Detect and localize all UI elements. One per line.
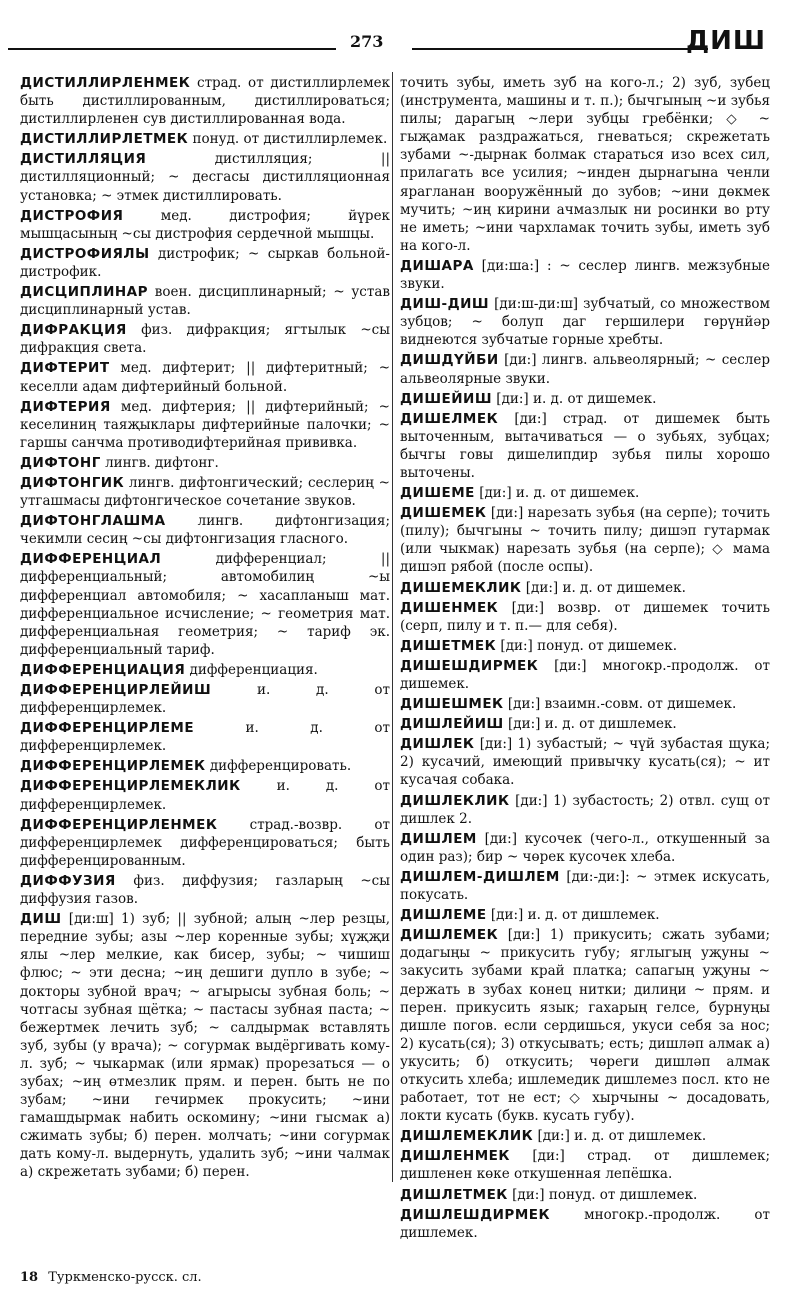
entry-headword: ДИШЛЕНМЕК [400, 1148, 510, 1165]
dictionary-entry [400, 830, 770, 866]
dictionary-entry [400, 484, 770, 502]
dictionary-entry [400, 1206, 770, 1242]
dictionary-entry [400, 695, 770, 713]
entry-definition: страд. от дистиллирлемек быть дистиллированным, дистиллироваться; дистиллирленен сув дистиллированная вода. [20, 75, 390, 128]
entry-headword: ДИШ-ДИШ [400, 296, 490, 313]
entry-headword: ДИШЕШДИРМЕК [400, 657, 539, 674]
signature-number: 18 [20, 1270, 39, 1285]
entry-definition: дифференциация. [189, 661, 318, 678]
dictionary-entry [20, 130, 390, 148]
entry-headword: ДИФТОНГЛАШМА [20, 513, 166, 530]
left-column [20, 74, 390, 1264]
right-column [400, 74, 770, 1264]
dictionary-entry [20, 512, 390, 548]
entry-headword: ДИШЕЛМЕК [400, 410, 499, 427]
dictionary-entry [400, 351, 770, 387]
entry-headword: ДИШЕШМЕК [400, 696, 504, 713]
entry-definition: и. д. от дифференцирлемек. [20, 682, 390, 717]
dictionary-entry [400, 926, 770, 1125]
entry-headword: ДИШЕМЕКЛИК [400, 579, 522, 596]
entry-definition: [ди:] кусочек (чего-л., откушенный за один раз); бир ~ чөрек кусочек хлеба. [400, 830, 770, 865]
entry-headword: ДИШЛЕМЕК [400, 927, 499, 944]
entry-headword: ДИФФЕРЕНЦИРЛЕМЕК [20, 758, 206, 775]
dictionary-entry [20, 74, 390, 128]
dictionary-entry [20, 816, 390, 870]
entry-definition: дифференцировать. [209, 758, 352, 775]
entry-headword: ДИШДҮЙБИ [400, 352, 499, 369]
column-divider [392, 72, 393, 1182]
entry-definition: точить зубы, иметь зуб на кого-л.; 2) зуб, зубец (инструмента, машины и т. п.); бычгының ~и зубья пилы; дарагың ~лери зубцы гребёнки; ◇ ~ гыҗамак раздражаться, гневаться; скрежетать зубами ~-дырнак болмак стараться изо всех сил, прилагать все усилия; ~инден дырнагына ченли ярагланан вооружённый до зубов; ~ини дөкмек мучить; ~иң кирини ачмазлык ни росинки во рту не иметь; ~ини чархламак точить зубы, иметь зуб на кого-л. [400, 75, 770, 254]
dictionary-entry [400, 906, 770, 924]
entry-definition: [ди:] и. д. от дишемек. [496, 390, 657, 407]
entry-headword: ДИФФЕРЕНЦИРЛЕНМЕК [20, 816, 218, 833]
dictionary-entry [20, 910, 390, 1181]
running-head: ДИШ [685, 26, 766, 56]
entry-definition: мед. дистрофия; йүрек мышцасының ~сы дистрофия сердечной мышцы. [20, 207, 390, 242]
dictionary-entry [400, 1127, 770, 1145]
entry-headword: ДИШЕЙИШ [400, 390, 492, 407]
dictionary-entry [20, 454, 390, 472]
dictionary-entry [20, 661, 390, 679]
entry-definition: [ди:] понуд. от дишлемек. [512, 1186, 698, 1203]
entry-headword: ДИШЕМЕ [400, 485, 475, 502]
entry-definition: мед. дифтерит; || дифтеритный; ~ кеселли адам дифтерийный больной. [20, 360, 390, 395]
entry-headword: ДИСТИЛЛИРЛЕТМЕК [20, 131, 189, 148]
dictionary-entry [400, 868, 770, 904]
dictionary-entry [20, 681, 390, 717]
entry-definition: дифференциал; || дифференциальный; автомобилиң ~ы дифференциал автомобиля; ~ хасапланыш мат. дифференциальное исчисление; ~ геометрия мат. дифференциальная геометрия; ~ тариф эк. дифференциальный тариф. [20, 551, 390, 658]
page-header [8, 26, 778, 60]
dictionary-entry [400, 735, 770, 789]
entry-headword: ДИСТРОФИЯЛЫ [20, 245, 150, 262]
entry-definition: лингв. дифтонг. [105, 454, 219, 471]
entry-definition: [ди:] и. д. от дишлемек. [537, 1128, 707, 1145]
entry-definition: [ди:] 1) зубастый; ~ чүй зубастая щука; 2) кусачий, имеющий привычку кусать(ся); ~ ит кусачая собака. [400, 736, 770, 789]
dictionary-entry [400, 1147, 770, 1183]
dictionary-entry [400, 715, 770, 733]
entry-headword: ДИШ [20, 911, 62, 928]
entry-headword: ДИФТЕРИТ [20, 360, 110, 377]
dictionary-entry [20, 150, 390, 204]
entry-definition: страд.-возвр. от дифференцирлемек дифференцироваться; быть дифференцированным. [20, 816, 390, 869]
entry-headword: ДИФФЕРЕНЦИАЦИЯ [20, 661, 186, 678]
dictionary-entry [20, 777, 390, 813]
entry-definition: дистилляция; || дистилляционный; ~ десгасы дистилляционная установка; ~ этмек дистиллировать. [20, 151, 390, 204]
entry-headword: ДИШЛЕМЕКЛИК [400, 1128, 534, 1145]
dictionary-entry [20, 872, 390, 908]
entry-definition: [ди:] и. д. от дишемек. [525, 579, 686, 596]
dictionary-entry [20, 207, 390, 243]
entry-definition: понуд. от дистиллирлемек. [192, 131, 388, 148]
entry-definition: [ди:ш] 1) зуб; || зубной; алың ~лер резцы, передние зубы; азы ~лер коренные зубы; хүҗҗи ялы ~лер мелкие, как бисер, зубы; ~ чишиш флюс; ~ эти десна; ~иң дешиги дупло в зубе; ~ докторы зубной врач; ~ агырысы зубная боль; ~ чотгасы зубная щётка; ~ пастасы зубная паста; ~ бежертмек лечить зуб; ~ салдырмак вставлять зуб, зубы (у врача); ~ согурмак выдёргивать кому-л. зуб; ~ чыкармак (или ярмак) прорезаться — о зубах; ~иң өтмезлик прям. и перен. быть не по зубам; ~ини гечирмек прокусить; ~ини гамашдырмак набить оскомину; ~ини гысмак а) сжимать зубы; б) перен. молчать; ~ини согурмак дать кому-л. выдернуть, удалить зуб; ~ини чалмак а) скрежетать зубами; б) перен. [20, 911, 390, 1181]
entry-headword: ДИШЛЕЙИШ [400, 716, 504, 733]
entry-headword: ДИШЛЕМЕ [400, 907, 487, 924]
dictionary-entry [400, 257, 770, 293]
entry-definition: воен. дисциплинарный; ~ устав дисциплинарный устав. [20, 284, 390, 319]
dictionary-entry [400, 657, 770, 693]
entry-headword: ДИШЛЕКЛИК [400, 792, 510, 809]
dictionary-entry [400, 637, 770, 655]
entry-headword: ДИФТОНГ [20, 454, 101, 471]
entry-definition: [ди:] лингв. альвеолярный; ~ сеслер альвеолярные звуки. [400, 352, 770, 387]
entry-headword: ДИФТОНГИК [20, 474, 125, 491]
dictionary-entry [400, 579, 770, 597]
entry-definition: [ди:] страд. от дишемек быть выточенным, вытачиваться — о зубьях, зубцах; бычгы говы дишелипдир зубья пилы хорошо выточены. [400, 410, 770, 481]
entry-definition: [ди:] возвр. от дишемек точить (серп, пилу и т. п.— для себя). [400, 599, 770, 634]
dictionary-entry [20, 474, 390, 510]
dictionary-entry [400, 792, 770, 828]
dictionary-entry [20, 321, 390, 357]
entry-definition: [ди:-ди:]: ~ этмек искусать, покусать. [400, 868, 770, 904]
entry-definition: [ди:] нарезать зубья (на серпе); точить (пилу); бычгыны ~ точить пилу; дишэп гутармак (или чыкмак) нарезать зубья (на серпе); ◇ мама дишэп рябой (после оспы). [400, 505, 770, 576]
entry-headword: ДИШЛЕШДИРМЕК [400, 1206, 551, 1223]
entry-definition: многокр.-продолж. от дишлемек. [400, 1206, 770, 1241]
entry-definition: физ. диффузия; газларың ~сы диффузия газов. [20, 872, 390, 908]
dictionary-entry [400, 295, 770, 349]
entry-definition: [ди:] и. д. от дишлемек. [508, 716, 677, 733]
entry-headword: ДИФФЕРЕНЦИРЛЕЙИШ [20, 682, 212, 698]
dictionary-entry [400, 504, 770, 576]
entry-definition: [ди:] и. д. от дишлемек. [490, 907, 660, 924]
entry-headword: ДИФФЕРЕНЦИАЛ [20, 551, 162, 568]
entry-definition: мед. дифтерия; || дифтерийный; ~ кеселиниң таяҗыклары дифтерийные палочки; ~ гаршы санчма противодифтерийная прививка. [20, 398, 390, 451]
entry-headword: ДИШЛЕК [400, 736, 475, 753]
entry-definition: [ди:ша:] : ~ сеслер лингв. межзубные звуки. [400, 257, 770, 293]
entry-definition: и. д. от дифференцирлемек. [20, 720, 390, 755]
entry-headword: ДИШЕМЕК [400, 505, 487, 522]
entry-headword: ДИСТИЛЛИРЛЕНМЕК [20, 75, 191, 91]
entry-definition: [ди:] понуд. от дишемек. [500, 637, 678, 654]
dictionary-entry [20, 283, 390, 319]
entry-headword: ДИСТИЛЛЯЦИЯ [20, 151, 147, 168]
entry-headword: ДИФТЕРИЯ [20, 398, 111, 415]
entry-definition: [ди:] 1) прикусить; сжать зубами; додагыңы ~ прикусить губу; яглыгың уҗуны ~ закусить зубами край платка; сапагың уҗуны ~ держать в зубах конец нитки; дилиңи ~ прям. и перен. прикусить язык; гахарың гелсе, бурнуңы дишле погов. если сердишься, укуси себя за нос; 2) кусать(ся); 3) откусывать; есть; дишләп алмак а) укусить; б) откусить; чөреги дишләп алмак откусить хлеба; ишлемедик дишлемез посл. кто не работает, тот не ест; ◇ хырчыны ~ досадовать, локти кусать (букв. кусать губу). [400, 927, 770, 1125]
header-rule-right [412, 48, 708, 50]
dictionary-entry [20, 359, 390, 395]
entry-headword: ДИШЕТМЕК [400, 637, 497, 654]
entry-headword: ДИФФУЗИЯ [20, 872, 116, 889]
page-number: 273 [350, 32, 384, 51]
entry-headword: ДИСЦИПЛИНАР [20, 284, 149, 301]
entry-headword: ДИШАРА [400, 257, 474, 274]
entry-headword: ДИШЛЕМ-ДИШЛЕМ [400, 868, 560, 885]
dictionary-entry [400, 390, 770, 408]
entry-headword: ДИФФЕРЕНЦИРЛЕМЕКЛИК [20, 778, 241, 795]
signature-text: Туркменско-русск. сл. [48, 1270, 202, 1285]
dictionary-entry [20, 398, 390, 452]
dictionary-entry [20, 757, 390, 775]
entry-definition: [ди:] многокр.-продолж. от дишемек. [400, 657, 770, 692]
dictionary-entry [400, 74, 770, 255]
entry-definition: [ди:] взаимн.-совм. от дишемек. [507, 696, 737, 713]
entry-headword: ДИШЛЕТМЕК [400, 1186, 508, 1203]
entry-definition: лингв. дифтонгический; сеслериң ~ утгашмасы дифтонгическое сочетание звуков. [20, 474, 390, 510]
header-rule-left [8, 48, 336, 50]
entry-headword: ДИСТРОФИЯ [20, 207, 124, 224]
entry-headword: ДИШЕНМЕК [400, 599, 499, 616]
entry-definition: и. д. от дифференцирлемек. [20, 778, 390, 813]
dictionary-entry [20, 550, 390, 659]
dictionary-entry [20, 719, 390, 755]
entry-definition: [ди:ш-ди:ш] зубчатый, со множеством зубцов; ~ болуп даг гершилери гөрүнйәр виднеются зубчатые горные хребты. [400, 296, 770, 349]
entry-headword: ДИФРАКЦИЯ [20, 322, 127, 339]
dictionary-entry [400, 410, 770, 482]
entry-definition: дистрофик; ~ сыркав больной-дистрофик. [20, 245, 390, 280]
entry-definition: лингв. дифтонгизация; чекимли сесиң ~сы дифтонгизация гласного. [20, 513, 390, 548]
entry-definition: физ. дифракция; ягтылык ~сы дифракция света. [20, 322, 390, 357]
entry-definition: [ди:] страд. от дишлемек; дишленен көке откушенная лепёшка. [400, 1148, 770, 1183]
entry-definition: [ди:] и. д. от дишемек. [479, 485, 640, 502]
entry-headword: ДИФФЕРЕНЦИРЛЕМЕ [20, 720, 195, 737]
page-footer [20, 1270, 202, 1285]
dictionary-entry [400, 599, 770, 635]
dictionary-entry [400, 1186, 770, 1204]
entry-definition: [ди:] 1) зубастость; 2) отвл. сущ от дишлек 2. [400, 792, 770, 827]
entry-headword: ДИШЛЕМ [400, 830, 477, 847]
dictionary-entry [20, 245, 390, 281]
